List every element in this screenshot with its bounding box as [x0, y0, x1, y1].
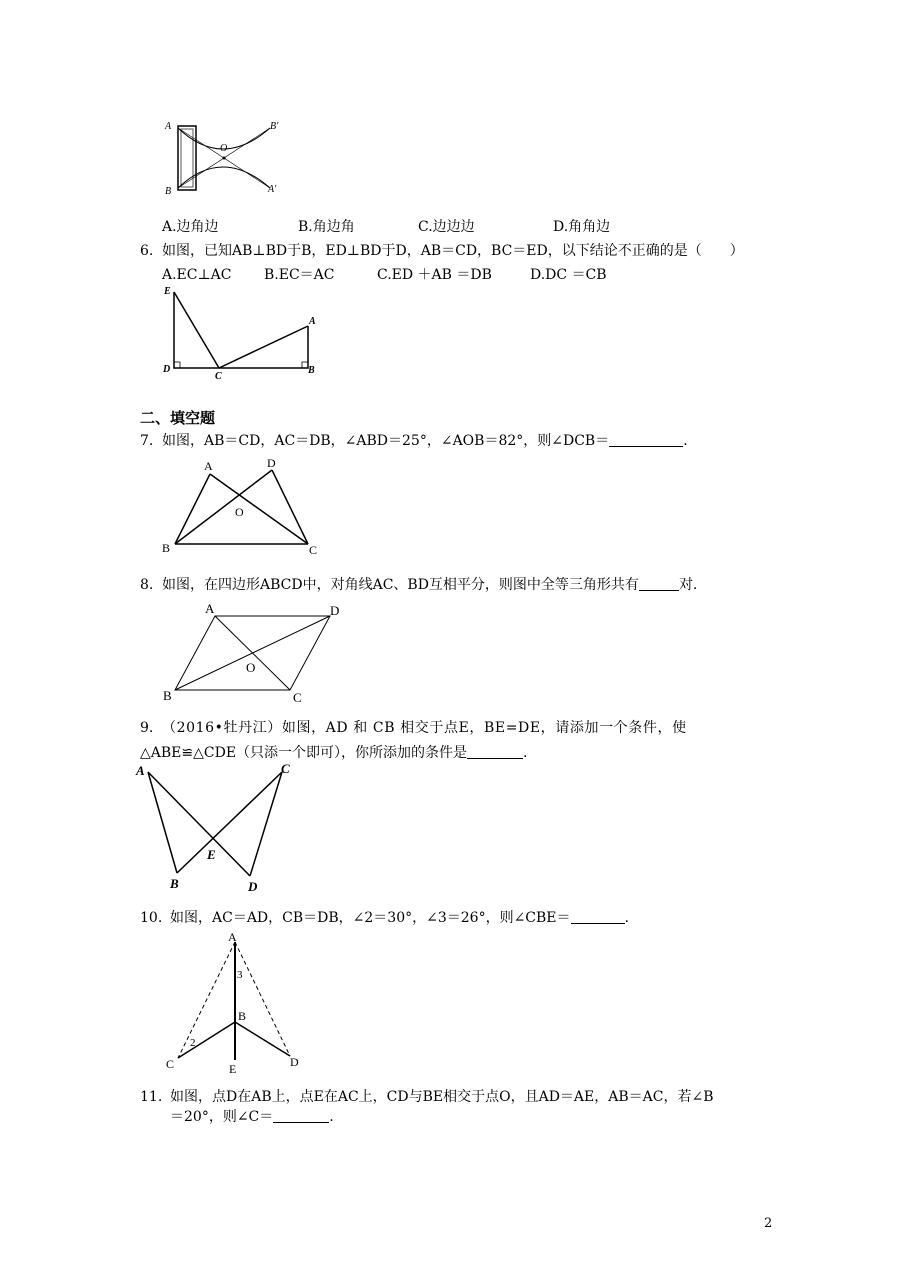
q10-label-d: D: [290, 1055, 299, 1069]
q11-answer-blank[interactable]: [273, 1108, 329, 1123]
q9-text: △ABE≌△CDE（只添一个即可），你所添加的条件是: [140, 745, 468, 761]
q9-number: 9.: [140, 720, 154, 736]
q10-label-a: A: [228, 930, 237, 944]
q9-label-b: B: [170, 876, 179, 891]
q5-label-a: A: [165, 121, 172, 132]
q5-arc-lower: [178, 167, 270, 188]
q8-label-d: D: [330, 603, 340, 618]
q10-answer-blank[interactable]: [571, 909, 625, 924]
q6-number: 6.: [140, 243, 154, 259]
q5-label-o: O: [220, 143, 228, 154]
q9-tail: .: [523, 745, 528, 761]
q6-question: 如图，已知AB⊥BD于B，ED⊥BD于D，AB＝CD，BC＝ED，以下结论不正确的是（ ）: [162, 243, 744, 259]
q7-tail: .: [683, 433, 688, 449]
q5-option-a: A.边角边: [162, 219, 219, 235]
q9-label-a: A: [136, 763, 145, 778]
q10-label-e: E: [229, 1062, 237, 1076]
q5-label-b: B: [165, 186, 172, 197]
q8-number: 8.: [140, 577, 154, 593]
q9-answer-blank[interactable]: [467, 744, 523, 759]
q7-question: [162, 432, 688, 450]
q6-label-b: B: [308, 365, 315, 376]
q7-line-ac: [210, 474, 308, 544]
q10-label-b: B: [238, 1009, 247, 1023]
q8-question: [162, 576, 697, 594]
q7-label-d: D: [267, 456, 276, 470]
q11-tail: .: [329, 1109, 334, 1125]
q5-label-b1: B′: [270, 121, 279, 132]
q7-label-b: B: [162, 541, 171, 555]
q6-line-ec: [174, 292, 219, 368]
q9-label-d: D: [248, 879, 258, 894]
q10-figure: [160, 928, 310, 1076]
q5-figure: [160, 118, 290, 200]
q8-label-o: O: [246, 660, 256, 675]
q5-label-a1: A′: [268, 184, 277, 195]
q6-option-a: A.EC⊥AC: [162, 267, 232, 283]
q10-label-2: 2: [190, 1037, 196, 1049]
q6-figure: [160, 282, 330, 382]
q8-label-b: B: [163, 688, 172, 703]
q7-answer-blank[interactable]: [609, 432, 683, 447]
q6-lines: [174, 292, 308, 368]
q5-option-b: B.角边角: [298, 219, 355, 235]
q10-label-3: 3: [237, 969, 243, 981]
q10-text: 如图，AC＝AD，CB＝DB，∠2＝30°，∠3＝26°，则∠CBE＝: [170, 910, 571, 926]
q11-question-line2: [170, 1108, 334, 1126]
q6-label-a: A: [309, 316, 316, 327]
q8-label-c: C: [293, 690, 302, 705]
q11-question-line1: 如图，点D在AB上，点E在AC上，CD与BE相交于点O，且AD＝AE，AB＝AC，若∠B: [170, 1089, 714, 1105]
q7-number: 7.: [140, 433, 154, 449]
q6-label-c: C: [215, 371, 222, 382]
q6-label-e: E: [164, 286, 171, 297]
q11-number: 11.: [140, 1089, 163, 1105]
page-number: 2: [764, 1216, 773, 1231]
q6-option-d: D.DC ＝CB: [530, 267, 607, 283]
q7-figure: [160, 456, 330, 560]
q8-diagonal-bd: [175, 616, 330, 690]
q7-label-o: O: [235, 505, 244, 519]
q8-figure: [160, 598, 350, 708]
q6-option-b: B.EC＝AC: [264, 267, 335, 283]
q8-answer-blank[interactable]: [639, 576, 679, 591]
q9-label-c: C: [281, 761, 290, 776]
q5-option-d: D.角角边: [553, 219, 611, 235]
q7-line-ba: [175, 474, 210, 544]
q6-label-d: D: [163, 364, 171, 375]
q5-option-c: C.边边边: [418, 219, 475, 235]
q10-question: [170, 909, 629, 927]
q5-frame-inner: [181, 129, 193, 187]
q10-tail: .: [624, 910, 629, 926]
q7-line-dc: [272, 470, 308, 544]
q8-tail: 对.: [678, 577, 698, 593]
q10-line-bc: [178, 1022, 235, 1058]
q6-line-ca: [219, 326, 308, 368]
q7-text: 如图，AB＝CD，AC＝DB，∠ABD＝25°，∠AOB＝82°，则∠DCB＝: [162, 433, 610, 449]
q6-right-angle-d: [174, 362, 180, 368]
q11-text: ＝20°，则∠C＝: [170, 1109, 274, 1125]
q7-label-c: C: [309, 543, 318, 557]
q9-label-e: E: [207, 847, 216, 862]
q6-option-c: C.ED ＋AB ＝DB: [377, 267, 492, 283]
q5-point-o: [223, 157, 226, 160]
q7-label-a: A: [204, 459, 213, 473]
q8-label-a: A: [205, 601, 215, 616]
q8-text: 如图，在四边形ABCD中，对角线AC、BD互相平分，则图中全等三角形共有: [162, 577, 639, 593]
q10-number: 10.: [140, 910, 163, 926]
section-heading-fill-in: 二、填空题: [140, 409, 216, 427]
q10-label-c: C: [166, 1057, 175, 1071]
q9-question-line1: （2016•牡丹江）如图，AD 和 CB 相交于点E，BE=DE，请添加一个条件，使: [162, 720, 687, 736]
q9-figure: [130, 758, 300, 894]
